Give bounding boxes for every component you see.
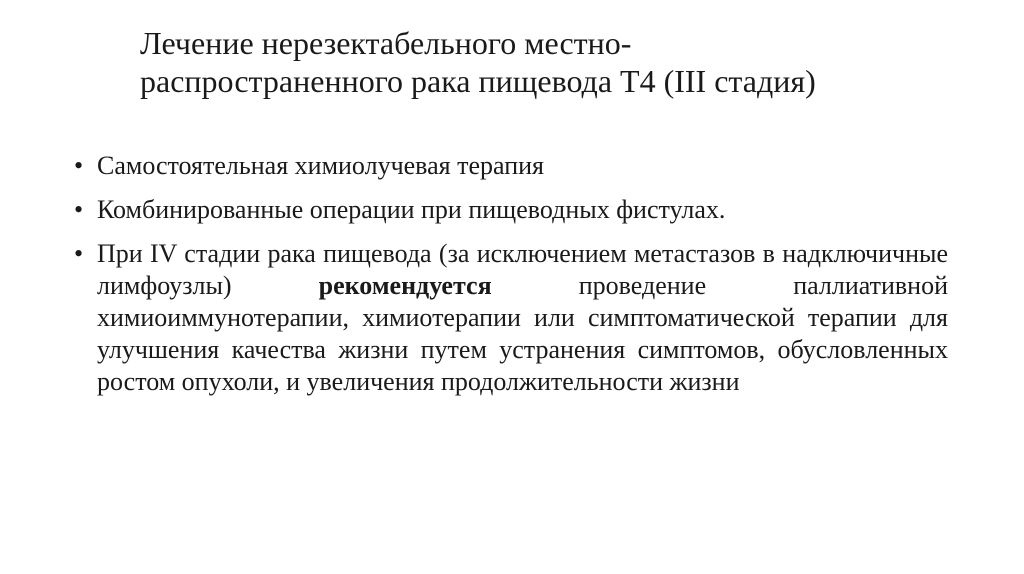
bullet-list bbox=[72, 150, 948, 410]
slide-title-line-2: распространенного рака пищевода Т4 (III стадия) bbox=[140, 63, 816, 99]
bullet-text bbox=[97, 238, 948, 398]
bullet-text-before: При IV стадии рака пищевода (за исключением метастазов в надключичные лимфоузлы) bbox=[97, 239, 948, 300]
bullet-text-after: проведение паллиативной химиоиммунотерапии, химиотерапии или симптоматической терапии для улучшения качества жизни путем устранения симптомов, обусловленных ростом опухоли, и увеличения продолжительности жизни bbox=[97, 271, 948, 396]
bullet-text: Комбинированные операции при пищеводных фистулах. bbox=[97, 195, 726, 224]
bullet-item-stage-iv-recommendation bbox=[72, 238, 948, 398]
bullet-icon: • bbox=[74, 151, 84, 180]
slide-title-line-1: Лечение нерезектабельного местно- bbox=[140, 25, 632, 61]
bullet-item-combined-operations bbox=[72, 194, 948, 226]
bullet-icon: • bbox=[74, 239, 84, 268]
bullet-icon: • bbox=[74, 195, 84, 224]
bullet-text: Самостоятельная химиолучевая терапия bbox=[97, 151, 545, 180]
slide-title bbox=[140, 24, 940, 100]
bullet-text-bold-recommended: рекомендуется bbox=[318, 271, 492, 300]
bullet-item-standalone-chemoradiotherapy bbox=[72, 150, 948, 182]
